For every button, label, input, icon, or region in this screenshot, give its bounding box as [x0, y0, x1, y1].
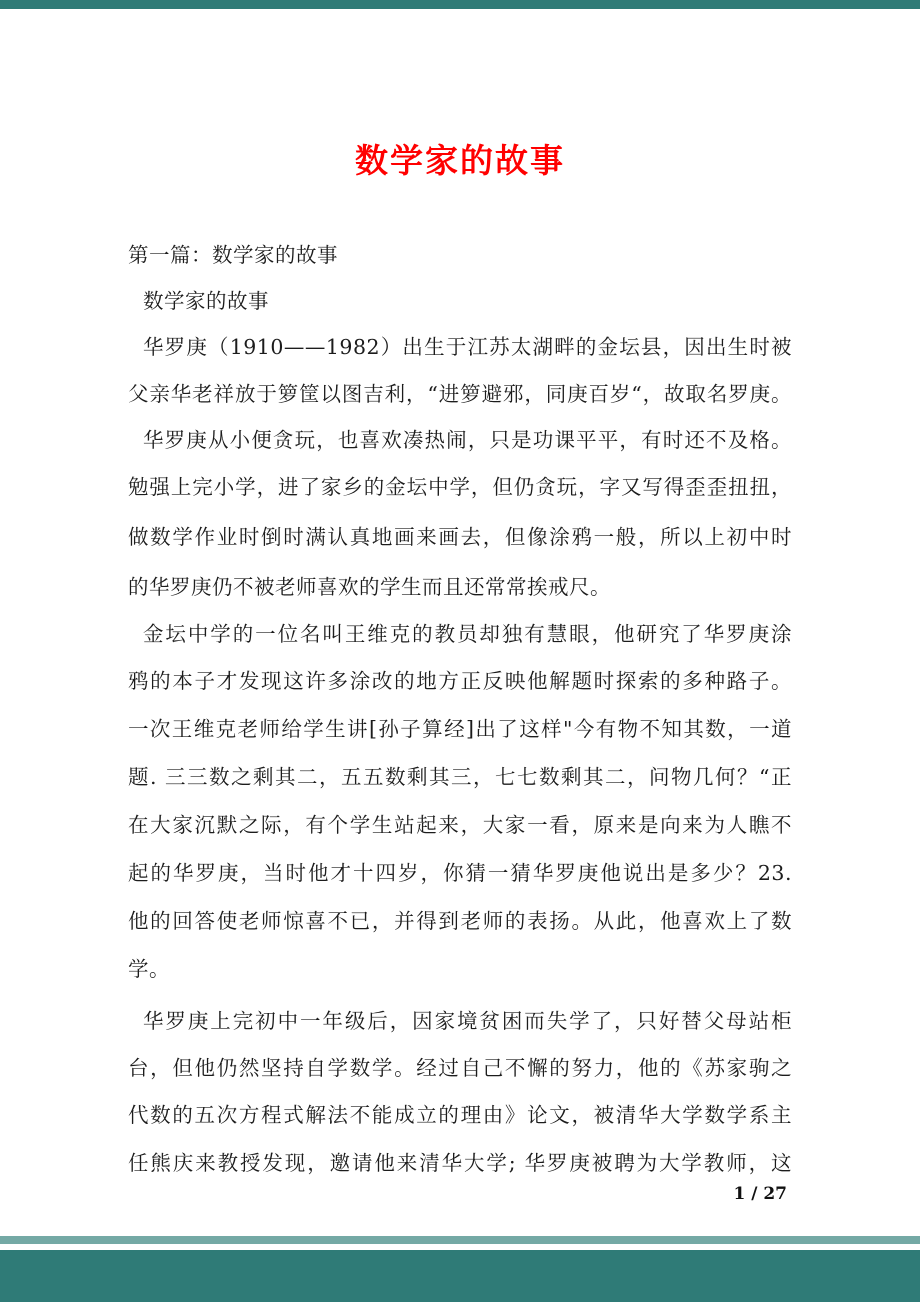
text-line: 华罗庚（1910——1982）出生于江苏太湖畔的金坛县，因出生时被 [143, 335, 792, 359]
bottom-accent-bar-light [0, 1236, 920, 1244]
text-line: 华罗庚上完初中一年级后，因家境贫困而失学了，只好替父母站柜 [143, 1009, 792, 1033]
text-line: 一次王维克老师给学生讲[孙子算经]出了这样"今有物不知其数，一道 [128, 717, 792, 741]
text-line: 做数学作业时倒时满认真地画来画去，但像涂鸦一般，所以上初中时 [128, 525, 792, 549]
text-line: 代数的五次方程式解法不能成立的理由》论文，被清华大学数学系主 [128, 1103, 792, 1127]
page-indicator: 1 / 27 [733, 1184, 787, 1204]
text-line: 金坛中学的一位名叫王维克的教员却独有慧眼，他研究了华罗庚涂 [143, 622, 792, 646]
text-line: 勉强上完小学，进了家乡的金坛中学，但仍贪玩，字又写得歪歪扭扭， [128, 475, 792, 499]
text-line: 鸦的本子才发现这许多涂改的地方正反映他解题时探索的多种路子。 [128, 669, 792, 693]
bottom-accent-bar [0, 1250, 920, 1302]
text-line: 题. 三三数之剩其二，五五数剩其三，七七数剩其二，问物几何？“正 [128, 765, 792, 789]
text-line: 台，但他仍然坚持自学数学。经过自己不懈的努力，他的《苏家驹之 [128, 1056, 792, 1080]
text-line: 的华罗庚仍不被老师喜欢的学生而且还常常挨戒尺。 [128, 575, 611, 599]
text-line: 父亲华老祥放于箩筐以图吉利，“进箩避邪，同庚百岁“，故取名罗庚。 [128, 382, 792, 406]
text-line: 华罗庚从小便贪玩，也喜欢凑热闹，只是功课平平，有时还不及格。 [143, 428, 792, 452]
text-line: 学。 [128, 957, 170, 981]
text-line: 起的华罗庚，当时他才十四岁，你猜一猜华罗庚他说出是多少？23. [128, 861, 792, 885]
text-line: 在大家沉默之际，有个学生站起来，大家一看，原来是向来为人瞧不 [128, 813, 792, 837]
text-line: 他的回答使老师惊喜不已，并得到老师的表扬。从此，他喜欢上了数 [128, 909, 792, 933]
text-line-heading: 第一篇：数学家的故事 [128, 243, 338, 267]
document-title: 数学家的故事 [355, 141, 565, 180]
top-accent-bar [0, 0, 920, 9]
text-line: 任熊庆来教授发现，邀请他来清华大学; 华罗庚被聘为大学教师，这 [128, 1151, 792, 1175]
text-line: 数学家的故事 [143, 289, 269, 313]
